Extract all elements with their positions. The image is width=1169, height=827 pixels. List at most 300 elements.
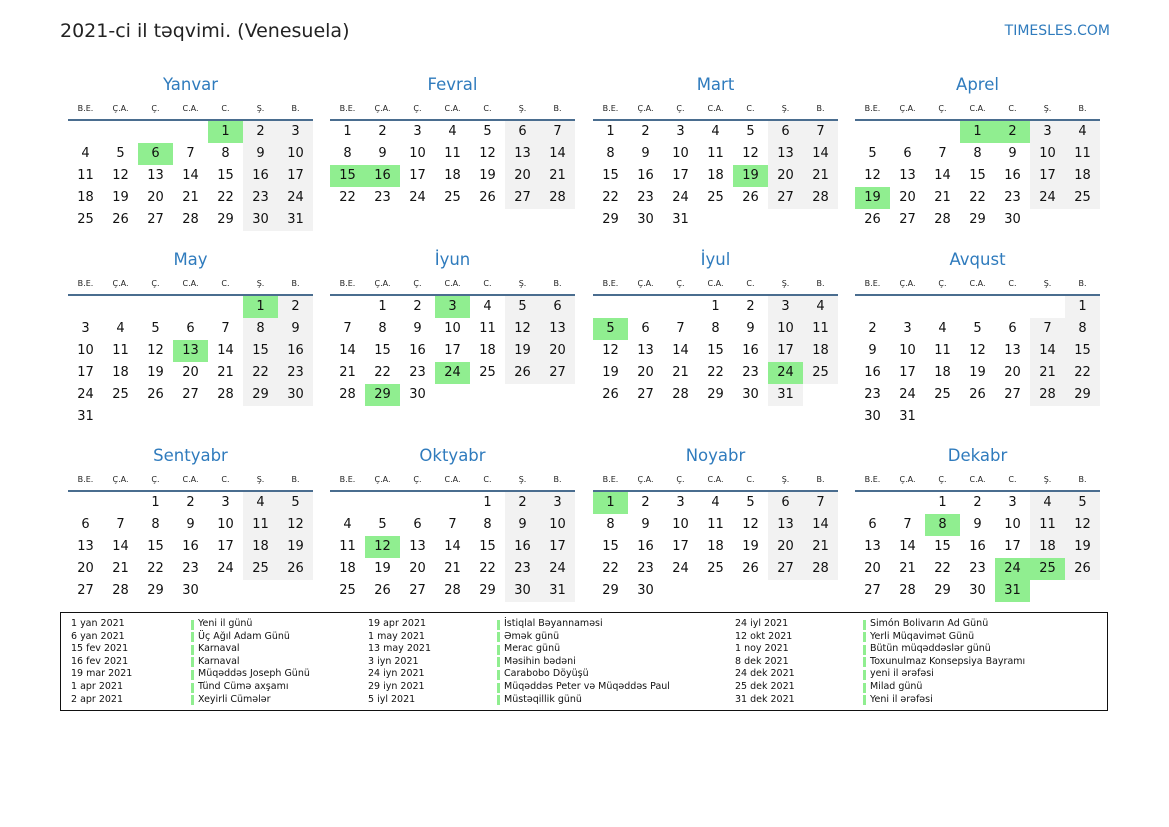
day-cell: 22: [479, 561, 496, 576]
week-row: [593, 580, 838, 602]
weekday-label: Ç.: [938, 474, 947, 484]
month-9: [330, 443, 575, 602]
day-cell: 4: [343, 517, 352, 532]
weekday-label: C.: [483, 474, 492, 484]
empty-day-cell: [925, 296, 960, 318]
week-row: [593, 492, 838, 514]
empty-day-cell: [733, 209, 768, 231]
day-cell: 21: [217, 365, 234, 380]
week-row: [855, 580, 1100, 602]
day-cell: 6: [768, 492, 803, 514]
empty-day-cell: [103, 406, 138, 428]
day-cell: 3: [903, 321, 912, 336]
day-cell: 15: [243, 340, 278, 362]
holiday-name: Üç Ağıl Adam Günü: [198, 630, 290, 642]
day-cell: 10: [1004, 517, 1021, 532]
weekday-label: C.A.: [444, 474, 461, 484]
day-cell: 17: [1004, 539, 1021, 554]
day-cell: 20: [182, 365, 199, 380]
empty-day-cell: [925, 406, 960, 428]
week-row: [330, 384, 575, 406]
day-cell: 15: [969, 168, 986, 183]
week-row: [593, 384, 838, 406]
day-cell: 18: [243, 536, 278, 558]
holiday-name: Əmək günü: [504, 630, 560, 642]
weekday-label: Ç.A.: [637, 474, 654, 484]
holiday-name: Karnaval: [198, 655, 240, 667]
holiday-day-cell: 25: [1030, 558, 1065, 580]
day-cell: 15: [147, 539, 164, 554]
day-cell: 6: [413, 517, 422, 532]
day-cell: 8: [1065, 318, 1100, 340]
weekday-label: C.A.: [707, 278, 724, 288]
empty-day-cell: [540, 384, 575, 406]
holiday-day-cell: 31: [995, 580, 1030, 602]
holiday-name: Yeni il günü: [198, 618, 253, 629]
day-cell: 6: [903, 146, 912, 161]
day-cell: 14: [339, 343, 356, 358]
day-cell: 29: [479, 583, 496, 598]
day-cell: 22: [602, 190, 619, 205]
holiday-day-cell: 1: [208, 121, 243, 143]
day-cell: 20: [147, 190, 164, 205]
day-cell: 4: [711, 124, 720, 139]
day-cell: 22: [707, 365, 724, 380]
weekday-label: Ş.: [1043, 278, 1052, 288]
day-cell: 8: [221, 146, 230, 161]
day-cell: 15: [479, 539, 496, 554]
holiday-name: yeni il ərəfəsi: [870, 668, 934, 680]
day-cell: 16: [864, 365, 881, 380]
day-cell: 24: [1030, 187, 1065, 209]
day-cell: 18: [479, 343, 496, 358]
day-cell: 24: [278, 187, 313, 209]
empty-day-cell: [1065, 209, 1100, 231]
week-row: [330, 187, 575, 209]
day-cell: 1: [151, 495, 160, 510]
empty-day-cell: [698, 209, 733, 231]
day-cell: 3: [81, 321, 90, 336]
holiday-day-cell: 1: [960, 121, 995, 143]
empty-day-cell: [173, 121, 208, 143]
day-cell: 3: [1030, 121, 1065, 143]
day-cell: 23: [742, 365, 759, 380]
weekday-label: Ş.: [256, 278, 265, 288]
day-cell: 17: [672, 539, 689, 554]
day-cell: 18: [1065, 165, 1100, 187]
weekday-label: Ç.A.: [899, 474, 916, 484]
day-cell: 1: [711, 299, 720, 314]
day-cell: 23: [637, 561, 654, 576]
day-cell: 26: [742, 190, 759, 205]
weekday-header: [68, 469, 313, 489]
day-cell: 21: [112, 561, 129, 576]
day-cell: 30: [1004, 212, 1021, 227]
weekday-label: B.E.: [77, 278, 94, 288]
day-cell: 9: [868, 343, 877, 358]
month-name: Oktyabr: [419, 446, 486, 465]
day-cell: 29: [147, 583, 164, 598]
day-cell: 23: [505, 558, 540, 580]
day-cell: 13: [768, 143, 803, 165]
day-cell: 9: [1008, 146, 1017, 161]
day-cell: 27: [505, 187, 540, 209]
day-cell: 19: [374, 561, 391, 576]
month-4: [68, 247, 313, 428]
week-row: [68, 340, 313, 362]
holiday-name: Xeyirli Cümələr: [198, 693, 271, 705]
day-cell: 16: [243, 165, 278, 187]
day-cell: 20: [77, 561, 94, 576]
empty-day-cell: [103, 492, 138, 514]
day-cell: 9: [641, 146, 650, 161]
day-cell: 18: [707, 168, 724, 183]
day-cell: 6: [868, 517, 877, 532]
week-row: [330, 296, 575, 318]
weekday-label: C.A.: [182, 278, 199, 288]
weekday-header: [855, 469, 1100, 489]
month-name: İyun: [434, 250, 471, 269]
weekday-header: [330, 98, 575, 118]
holiday-day-cell: 6: [138, 143, 173, 165]
day-cell: 29: [243, 384, 278, 406]
week-row: [855, 492, 1100, 514]
day-cell: 1: [938, 495, 947, 510]
holiday-marker: [863, 632, 866, 642]
day-cell: 25: [479, 365, 496, 380]
day-cell: 15: [707, 343, 724, 358]
month-name: Mart: [696, 75, 735, 94]
empty-day-cell: [1065, 406, 1100, 428]
week-row: [68, 362, 313, 384]
day-cell: 26: [742, 561, 759, 576]
holiday-name: Toxunulmaz Konsepsiya Bayramı: [870, 655, 1026, 667]
day-cell: 18: [934, 365, 951, 380]
weekday-label: Ç.A.: [374, 474, 391, 484]
day-cell: 2: [243, 121, 278, 143]
empty-day-cell: [505, 384, 540, 406]
month-name: Aprel: [956, 75, 999, 94]
week-row: [68, 580, 313, 602]
weekday-header: [68, 273, 313, 293]
day-cell: 29: [934, 583, 951, 598]
day-cell: 22: [147, 561, 164, 576]
day-cell: 12: [479, 146, 496, 161]
week-row: [68, 165, 313, 187]
empty-day-cell: [435, 492, 470, 514]
month-11: [855, 443, 1100, 602]
day-cell: 21: [540, 165, 575, 187]
holiday-name: Müqəddəs Peter və Müqəddəs Paul: [504, 681, 670, 692]
day-cell: 20: [899, 190, 916, 205]
empty-day-cell: [960, 296, 995, 318]
empty-day-cell: [278, 406, 313, 428]
holiday-name: Tünd Cümə axşamı: [198, 681, 289, 692]
day-cell: 26: [374, 583, 391, 598]
empty-day-cell: [68, 492, 103, 514]
day-cell: 23: [374, 190, 391, 205]
empty-day-cell: [173, 406, 208, 428]
day-cell: 19: [969, 365, 986, 380]
day-cell: 6: [81, 517, 90, 532]
month-5: [330, 247, 575, 406]
weekday-label: B.E.: [339, 474, 356, 484]
week-row: [330, 492, 575, 514]
week-row: [855, 143, 1100, 165]
holiday-day-cell: 29: [365, 384, 400, 406]
holiday-marker: [863, 620, 866, 630]
weekday-label: B.: [1078, 474, 1087, 484]
holiday-day-cell: 15: [330, 165, 365, 187]
weekday-label: Ş.: [1043, 103, 1052, 113]
day-cell: 4: [938, 321, 947, 336]
month-name: May: [173, 250, 208, 269]
month-3: [855, 72, 1100, 231]
day-cell: 5: [746, 124, 755, 139]
empty-day-cell: [208, 580, 243, 602]
day-cell: 22: [339, 190, 356, 205]
day-cell: 28: [803, 558, 838, 580]
week-row: [330, 143, 575, 165]
weekday-label: B.E.: [864, 474, 881, 484]
day-cell: 27: [637, 387, 654, 402]
day-cell: 19: [1065, 536, 1100, 558]
holiday-marker: [863, 645, 866, 655]
holiday-date: 5 iyl 2021: [368, 693, 416, 705]
site-link[interactable]: TIMESLES.COM: [1004, 23, 1110, 39]
day-cell: 9: [413, 321, 422, 336]
day-cell: 4: [803, 296, 838, 318]
weekday-label: Ç.: [676, 278, 685, 288]
week-row: [593, 536, 838, 558]
day-cell: 1: [606, 124, 615, 139]
day-cell: 28: [182, 212, 199, 227]
day-cell: 26: [1065, 558, 1100, 580]
month-10: [593, 443, 838, 602]
holiday-date: 8 dek 2021: [735, 655, 789, 667]
weekday-label: C.: [1008, 474, 1017, 484]
day-cell: 31: [540, 580, 575, 602]
day-cell: 5: [378, 517, 387, 532]
week-row: [855, 384, 1100, 406]
week-row: [330, 580, 575, 602]
holiday-date: 24 iyn 2021: [368, 668, 425, 680]
week-row: [855, 296, 1100, 318]
day-cell: 23: [969, 561, 986, 576]
day-cell: 12: [864, 168, 881, 183]
day-cell: 20: [768, 165, 803, 187]
weekday-label: B.: [553, 278, 562, 288]
weekday-label: B.: [291, 103, 300, 113]
weekday-label: C.A.: [444, 103, 461, 113]
day-cell: 5: [868, 146, 877, 161]
day-cell: 18: [1030, 536, 1065, 558]
day-cell: 26: [505, 362, 540, 384]
day-cell: 4: [81, 146, 90, 161]
holiday-name: Karnaval: [198, 643, 240, 655]
weekday-label: Ş.: [256, 103, 265, 113]
day-cell: 10: [768, 318, 803, 340]
empty-day-cell: [138, 121, 173, 143]
weekday-label: C.: [1008, 103, 1017, 113]
day-cell: 27: [147, 212, 164, 227]
day-cell: 11: [707, 517, 724, 532]
day-cell: 7: [676, 321, 685, 336]
weekday-label: B.: [553, 103, 562, 113]
day-cell: 28: [339, 387, 356, 402]
day-cell: 28: [899, 583, 916, 598]
weekday-label: B.E.: [864, 103, 881, 113]
weekday-label: Ş.: [518, 278, 527, 288]
week-row: [330, 362, 575, 384]
day-cell: 28: [1030, 384, 1065, 406]
month-8: [68, 443, 313, 602]
day-cell: 2: [413, 299, 422, 314]
day-cell: 3: [768, 296, 803, 318]
day-cell: 11: [479, 321, 496, 336]
day-cell: 24: [217, 561, 234, 576]
day-cell: 20: [1004, 365, 1021, 380]
holiday-item: [61, 694, 1101, 707]
weekday-label: Ç.A.: [899, 103, 916, 113]
week-row: [68, 536, 313, 558]
holiday-date: 29 iyn 2021: [368, 681, 425, 692]
day-cell: 1: [378, 299, 387, 314]
day-cell: 8: [711, 321, 720, 336]
empty-day-cell: [995, 296, 1030, 318]
day-cell: 13: [1004, 343, 1021, 358]
week-row: [593, 296, 838, 318]
weekday-header: [593, 98, 838, 118]
holiday-day-cell: 5: [593, 318, 628, 340]
weekday-label: Ç.: [151, 474, 160, 484]
holiday-item: [61, 643, 1101, 656]
day-cell: 18: [803, 340, 838, 362]
day-cell: 23: [1004, 190, 1021, 205]
day-cell: 17: [278, 165, 313, 187]
holiday-day-cell: 1: [593, 492, 628, 514]
day-cell: 21: [444, 561, 461, 576]
day-cell: 9: [746, 321, 755, 336]
empty-day-cell: [663, 296, 698, 318]
week-row: [330, 165, 575, 187]
day-cell: 28: [540, 187, 575, 209]
day-cell: 21: [182, 190, 199, 205]
day-cell: 27: [182, 387, 199, 402]
weekday-label: Ş.: [781, 474, 790, 484]
day-cell: 6: [1008, 321, 1017, 336]
holiday-day-cell: 1: [243, 296, 278, 318]
day-cell: 25: [934, 387, 951, 402]
day-cell: 20: [505, 165, 540, 187]
weekday-header: [68, 98, 313, 118]
day-cell: 12: [602, 343, 619, 358]
holiday-day-cell: 12: [365, 536, 400, 558]
day-cell: 17: [77, 365, 94, 380]
day-cell: 14: [1030, 340, 1065, 362]
day-cell: 30: [637, 583, 654, 598]
week-row: [855, 121, 1100, 143]
holiday-item: [61, 618, 1101, 631]
day-cell: 14: [112, 539, 129, 554]
empty-day-cell: [243, 406, 278, 428]
week-row: [593, 514, 838, 536]
day-cell: 21: [672, 365, 689, 380]
empty-day-cell: [855, 296, 890, 318]
weekday-label: Ç.A.: [374, 278, 391, 288]
weekday-label: C.: [746, 278, 755, 288]
empty-day-cell: [663, 580, 698, 602]
day-cell: 7: [186, 146, 195, 161]
day-cell: 4: [448, 124, 457, 139]
holiday-name: Məsihin bədəni: [504, 655, 576, 667]
day-cell: 17: [217, 539, 234, 554]
holiday-day-cell: 24: [768, 362, 803, 384]
empty-day-cell: [890, 121, 925, 143]
empty-day-cell: [243, 580, 278, 602]
weekday-label: Ç.: [151, 103, 160, 113]
day-cell: 7: [938, 146, 947, 161]
day-cell: 14: [803, 514, 838, 536]
weekday-label: Ç.: [151, 278, 160, 288]
day-cell: 14: [444, 539, 461, 554]
week-row: [855, 536, 1100, 558]
weekday-label: Ş.: [1043, 474, 1052, 484]
weekday-label: Ç.: [676, 103, 685, 113]
weekday-label: Ş.: [518, 474, 527, 484]
day-cell: 26: [864, 212, 881, 227]
day-cell: 31: [672, 212, 689, 227]
holiday-date: 19 mar 2021: [71, 668, 133, 680]
day-cell: 3: [413, 124, 422, 139]
day-cell: 11: [112, 343, 129, 358]
month-name: Sentyabr: [153, 446, 228, 465]
day-cell: 6: [768, 121, 803, 143]
week-row: [68, 143, 313, 165]
empty-day-cell: [803, 580, 838, 602]
weekday-label: B.: [553, 474, 562, 484]
empty-day-cell: [628, 296, 663, 318]
day-cell: 10: [540, 514, 575, 536]
day-cell: 15: [217, 168, 234, 183]
weekday-label: C.A.: [182, 474, 199, 484]
day-cell: 10: [672, 146, 689, 161]
day-cell: 18: [112, 365, 129, 380]
empty-day-cell: [855, 121, 890, 143]
day-cell: 15: [374, 343, 391, 358]
empty-day-cell: [733, 580, 768, 602]
weekday-label: B.: [816, 278, 825, 288]
day-cell: 13: [409, 539, 426, 554]
day-cell: 25: [444, 190, 461, 205]
day-cell: 9: [973, 517, 982, 532]
day-cell: 26: [602, 387, 619, 402]
day-cell: 13: [505, 143, 540, 165]
holiday-name: Simón Bolivarın Ad Günü: [870, 618, 989, 629]
day-cell: 11: [444, 146, 461, 161]
day-cell: 24: [672, 561, 689, 576]
holiday-day-cell: 2: [995, 121, 1030, 143]
day-cell: 27: [540, 362, 575, 384]
day-cell: 3: [278, 121, 313, 143]
day-cell: 12: [147, 343, 164, 358]
day-cell: 5: [483, 124, 492, 139]
day-cell: 14: [540, 143, 575, 165]
weekday-label: Ç.A.: [112, 278, 129, 288]
month-name: Fevral: [427, 75, 478, 94]
empty-day-cell: [208, 296, 243, 318]
holiday-day-cell: 19: [855, 187, 890, 209]
